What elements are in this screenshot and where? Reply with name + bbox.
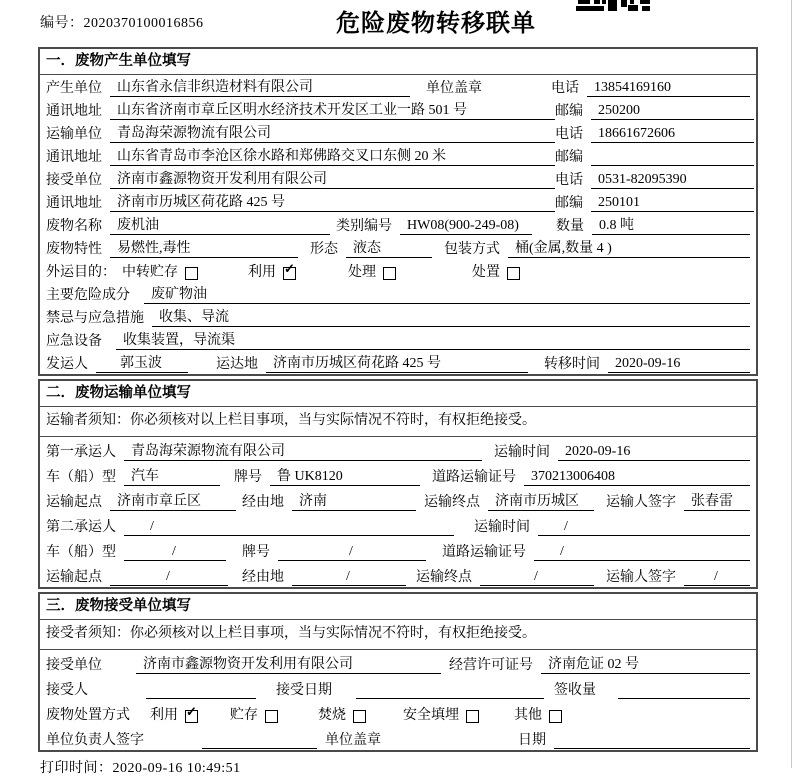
acceptor-value (146, 698, 256, 699)
accept-date-value (356, 698, 544, 699)
waste-qty-value: 0.8 吨 (592, 217, 750, 235)
plate-label: 牌号 (242, 545, 270, 560)
transport-time-value: / (538, 518, 750, 536)
waste-name-label: 废物名称 (46, 219, 102, 234)
option-recycle (248, 261, 296, 281)
carrier1-label: 第一承运人 (46, 445, 116, 460)
document-header (0, 0, 796, 47)
row-vehicle1 (40, 462, 756, 487)
date-label: 日期 (518, 733, 546, 748)
destination-label: 运达地 (216, 357, 258, 372)
date-value (554, 748, 750, 749)
business-license-value: 济南危证 02 号 (541, 656, 750, 674)
doc-number-label: 编号： (40, 16, 84, 31)
transport-time-value: 2020-09-16 (558, 443, 750, 461)
checkbox-icon (549, 710, 562, 723)
row-contraindication (40, 305, 756, 328)
print-time-label: 打印时间： (40, 761, 113, 776)
page-edge-line (791, 0, 792, 768)
section3-title: 三．废物接受单位填写 (40, 594, 756, 620)
carrier-sign-label: 运输人签字 (606, 495, 676, 510)
option-label: 处理 (348, 265, 376, 280)
vehicle-type-value: / (124, 543, 226, 561)
row-route2 (40, 562, 756, 587)
row-emergency-equipment (40, 328, 756, 351)
doc-number-value: 2020370100016856 (83, 16, 204, 31)
packing-value: 桶(金属,数量 4 ) (508, 240, 750, 258)
destination-value: 济南市历城区荷花路 425 号 (266, 355, 528, 373)
option-label: 贮存 (230, 708, 258, 723)
row-vehicle2 (40, 537, 756, 562)
print-time-value: 2020-09-16 10:49:51 (112, 761, 241, 776)
row-receiver-address (40, 190, 756, 213)
zip-label: 邮编 (555, 196, 583, 211)
business-license-label: 经营许可证号 (449, 658, 533, 673)
vehicle-type-value: 汽车 (124, 468, 220, 486)
waste-form-value: 液态 (346, 240, 432, 258)
contraindication-label: 禁忌与应急措施 (46, 311, 144, 326)
receiver-value: 济南市鑫源物资开发利用有限公司 (110, 171, 555, 189)
option-landfill (403, 707, 479, 724)
road-license-label: 道路运输证号 (432, 470, 516, 485)
option-label: 中转贮存 (122, 265, 178, 280)
address-label: 通讯地址 (46, 196, 102, 211)
row-disposal-method (40, 700, 756, 725)
row-carrier2 (40, 512, 756, 537)
route-start-label: 运输起点 (46, 495, 102, 510)
road-license-label: 道路运输证号 (442, 545, 526, 560)
unit-seal-label: 单位盖章 (325, 733, 381, 748)
checkbox-icon (466, 710, 479, 723)
transporter-address-value: 山东省青岛市李沧区徐水路和郑佛路交叉口东侧 20 米 (110, 148, 555, 166)
transporter-value: 青岛海荣源物流有限公司 (110, 125, 555, 143)
producer-zip-value: 250200 (591, 102, 754, 120)
row-producer (40, 75, 756, 98)
checkbox-checked-icon: ✓ (283, 267, 296, 280)
acceptor-label: 接受人 (46, 683, 88, 698)
route-end-value: / (480, 568, 594, 586)
doc-number (40, 12, 204, 32)
contraindication-value: 收集、导流 (152, 309, 750, 327)
accept-date-label: 接受日期 (276, 683, 332, 698)
row-main-hazard (40, 282, 756, 305)
transporter-zip-value (591, 165, 754, 166)
transporter-notice: 运输者须知：你必须核对以上栏目事项，当与实际情况不符时，有权拒绝接受。 (40, 407, 756, 437)
transporter-phone-value: 18661672606 (591, 125, 754, 143)
route-start-value: 济南市章丘区 (110, 493, 236, 511)
option-label: 焚烧 (318, 708, 346, 723)
waste-qty-label: 数量 (556, 219, 584, 234)
option-label: 利用 (248, 265, 276, 280)
option-recycle (150, 704, 198, 724)
carrier-sign-value: 张春雷 (684, 493, 750, 511)
signed-qty-label: 签收量 (554, 683, 596, 698)
checkbox-icon (383, 267, 396, 280)
checkbox-icon (353, 710, 366, 723)
row-responsible-sign (40, 725, 756, 750)
receiver-zip-value: 250101 (591, 194, 754, 212)
option-other (514, 707, 562, 724)
section-receive (38, 592, 758, 752)
section1-title: 一．废物产生单位填写 (40, 49, 756, 75)
route-start-label: 运输起点 (46, 570, 102, 585)
route-via-value: / (292, 568, 406, 586)
disposal-method-label: 废物处置方式 (46, 708, 130, 723)
row-carrier1 (40, 437, 756, 462)
producer-label: 产生单位 (46, 81, 102, 96)
carrier-sign-label: 运输人签字 (606, 570, 676, 585)
zip-label: 邮编 (555, 104, 583, 119)
transfer-time-label: 转移时间 (544, 357, 600, 372)
receiver-notice: 接受者须知：你必须核对以上栏目事项，当与实际情况不符时，有权拒绝接受。 (40, 620, 756, 650)
checkbox-icon (265, 710, 278, 723)
dispatcher-value: 郭玉波 (96, 355, 188, 373)
row-receiver (40, 167, 756, 190)
waste-character-value: 易燃性,毒性 (110, 240, 298, 258)
qr-code-fragment (576, 0, 650, 13)
transport-time-label: 运输时间 (494, 445, 550, 460)
route-end-value: 济南市历城区 (488, 493, 594, 511)
print-time (40, 757, 796, 777)
transport-time-label: 运输时间 (474, 520, 530, 535)
checkbox-checked-icon: ✓ (185, 710, 198, 723)
option-treat (348, 264, 396, 281)
row-acceptor (40, 675, 756, 700)
option-label: 利用 (150, 708, 178, 723)
signed-qty-value (618, 698, 750, 699)
row-receive-unit (40, 650, 756, 675)
option-transfer-storage (122, 264, 198, 281)
producer-value: 山东省永信非织造材料有限公司 (110, 79, 410, 97)
checkbox-icon (507, 267, 520, 280)
receive-unit-label: 接受单位 (46, 658, 102, 673)
row-waste-character (40, 236, 756, 259)
waste-code-label: 类别编号 (336, 219, 392, 234)
address-label: 通讯地址 (46, 150, 102, 165)
dispatcher-label: 发运人 (46, 357, 88, 372)
waste-code-value: HW08(900-249-08) (400, 217, 532, 235)
phone-label: 电话 (555, 173, 583, 188)
emergency-equipment-label: 应急设备 (46, 334, 102, 349)
waste-character-label: 废物特性 (46, 242, 102, 257)
carrier-sign-value: / (684, 568, 750, 586)
option-dispose (472, 264, 520, 281)
route-via-value: 济南 (292, 493, 416, 511)
main-hazard-label: 主要危险成分 (46, 288, 130, 303)
section-transport (38, 379, 758, 589)
purpose-label: 外运目的： (46, 265, 116, 280)
receiver-phone-value: 0531-82095390 (591, 171, 754, 189)
zip-label: 邮编 (555, 150, 583, 165)
option-label: 其他 (514, 708, 542, 723)
receiver-label: 接受单位 (46, 173, 102, 188)
waste-name-value: 废机油 (110, 217, 330, 235)
address-label: 通讯地址 (46, 104, 102, 119)
route-via-label: 经由地 (242, 570, 284, 585)
transporter-label: 运输单位 (46, 127, 102, 142)
plate-value: 鲁 UK8120 (270, 468, 420, 486)
row-dispatch (40, 351, 756, 374)
carrier2-label: 第二承运人 (46, 520, 116, 535)
plate-value: / (278, 543, 426, 561)
producer-address-value: 山东省济南市章丘区明水经济技术开发区工业一路 501 号 (110, 102, 555, 120)
vehicle-type-label: 车（船）型 (46, 545, 116, 560)
row-transporter (40, 121, 756, 144)
section-producer (38, 47, 758, 376)
row-transporter-address (40, 144, 756, 167)
producer-phone-value: 13854169160 (587, 79, 750, 97)
receiver-address-value: 济南市历城区荷花路 425 号 (110, 194, 555, 212)
receive-unit-value: 济南市鑫源物资开发利用有限公司 (136, 656, 441, 674)
road-license-value: 370213006408 (524, 468, 750, 486)
packing-label: 包装方式 (444, 242, 500, 257)
vehicle-type-label: 车（船）型 (46, 470, 116, 485)
road-license-value: / (534, 543, 750, 561)
route-end-label: 运输终点 (424, 495, 480, 510)
option-incinerate (318, 707, 366, 724)
phone-label: 电话 (555, 127, 583, 142)
option-store (230, 707, 278, 724)
row-waste-name (40, 213, 756, 236)
main-hazard-value: 废矿物油 (144, 286, 750, 304)
row-purpose (40, 259, 756, 282)
carrier2-value: / (124, 518, 454, 536)
phone-label: 电话 (551, 81, 579, 96)
checkbox-icon (185, 267, 198, 280)
plate-label: 牌号 (234, 470, 262, 485)
doc-title: 危险废物转移联单 (336, 11, 536, 37)
responsible-sign-label: 单位负责人签字 (46, 733, 144, 748)
route-via-label: 经由地 (242, 495, 284, 510)
emergency-equipment-value: 收集装置，导流渠 (116, 332, 750, 350)
section2-title: 二．废物运输单位填写 (40, 381, 756, 407)
option-label: 处置 (472, 265, 500, 280)
route-end-label: 运输终点 (416, 570, 472, 585)
row-producer-address (40, 98, 756, 121)
responsible-sign-value (202, 748, 317, 749)
carrier1-value: 青岛海荣源物流有限公司 (124, 443, 482, 461)
waste-form-label: 形态 (310, 242, 338, 257)
unit-seal-label: 单位盖章 (426, 81, 482, 96)
transfer-time-value: 2020-09-16 (608, 355, 750, 373)
row-route1 (40, 487, 756, 512)
option-label: 安全填埋 (403, 708, 459, 723)
route-start-value: / (110, 568, 228, 586)
